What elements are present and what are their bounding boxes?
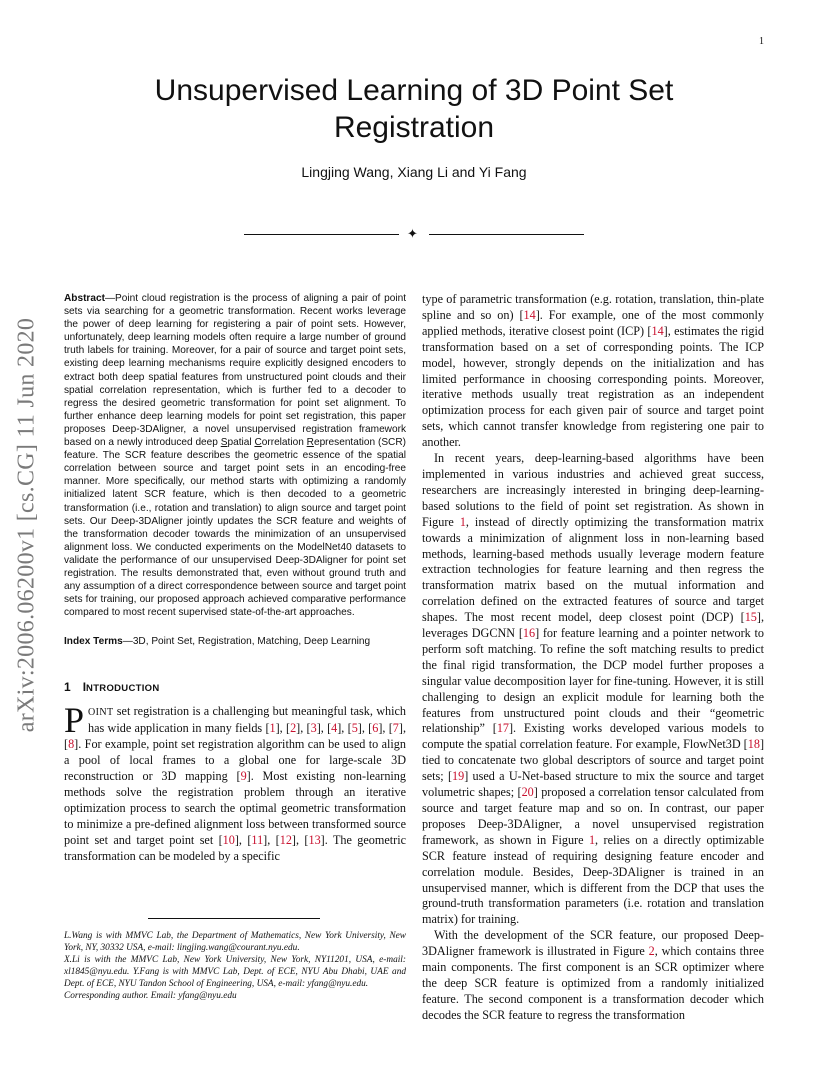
authors: Lingjing Wang, Xiang Li and Yi Fang [301, 164, 527, 180]
title-line-2: Registration [333, 111, 495, 144]
citation-link[interactable]: 3 [310, 721, 317, 736]
divider-star-icon: ✦ [407, 227, 418, 242]
index-terms: Index Terms—3D, Point Set, Registration, Matching, Deep Learning [64, 636, 371, 648]
citation-link[interactable]: 12 [279, 832, 292, 847]
left-column [64, 292, 406, 864]
citation-link[interactable]: 6 [372, 721, 379, 736]
footnotes [64, 930, 406, 1002]
drop-cap: P [64, 700, 85, 741]
title-line-1: Unsupervised Learning of 3D Point Set [154, 74, 674, 107]
citation-link[interactable]: 2 [290, 721, 297, 736]
title-divider [244, 228, 584, 242]
figure-link[interactable]: 2 [648, 944, 655, 959]
arxiv-identifier-text: arXiv:2006.06200v1 [cs.CG] 11 Jun 2020 [13, 317, 40, 733]
citation-link[interactable]: 7 [392, 721, 399, 736]
citation-link[interactable]: 10 [222, 832, 235, 847]
right-column [422, 292, 764, 1024]
page-number: 1 [759, 36, 764, 47]
index-terms-label: Index Terms [64, 636, 123, 648]
citation-link[interactable]: 18 [747, 737, 760, 752]
footnote-1: L.Wang is with MMVC Lab, the Department of Mathematics, New York University, New York, NY, 30332 USA, e-mail: lingjing.wang@courant.nyu.edu. [64, 931, 406, 953]
arxiv-identifier [8, 290, 46, 760]
citation-link[interactable]: 16 [522, 626, 536, 641]
citation-link[interactable]: 15 [744, 610, 757, 625]
divider-line-right [429, 234, 584, 235]
right-paragraph-1: type of parametric transformation (e.g. rotation, translation, thin-plate spline and so on) [14]. For example, one of the most commonly applied methods, iterative closest point (ICP) [14], estimates the rigid transformation based on a set of corresponding points. The ICP model, however, strongly depends on the initialization and has limited performance in choosing corresponding points. Moreover, iterative methods usually treat registration as an independent optimization process for each given pair of source and target point sets, which cannot transfer knowledge from registering one pair to another. [422, 292, 764, 450]
citation-link[interactable]: 8 [68, 737, 75, 752]
citation-link[interactable]: 20 [521, 785, 534, 800]
paper-title [0, 72, 828, 146]
figure-link[interactable]: 1 [459, 514, 466, 529]
citation-link[interactable]: 4 [331, 721, 338, 736]
right-paragraph-2: In recent years, deep-learning-based algorithms have been implemented in various industries and achieved great success, researchers are increasingly interested in bringing deep-learning-based solutions to the field of point set registration. As shown in Figure 1, instead of directly optimizing the transformation matrix towards a minimization of alignment loss in non-learning based methods, learning-based methods usually leverage modern feature extraction technologies for feature learning and then regress the transformation matrix based on the mutual information and correlation defined on the extracted features of source and target shapes. The most recent model, deep closest point (DCP) [15], leverages DGCNN [16] for feature learning and a pointer network to perform soft matching. To refine the soft matching results to predict the final rigid transformation, the DCP model further proposes a singular value decomposition layer for fine-tuning. However, it is still challenging to design an explicit module for learning both the features from unstructured point clouds and their “geometric relationship” [17]. Existing works developed various models to compute the spatial correlation feature. For example, FlowNet3D [18] tied to concatenate two global descriptors of source and target point sets; [19] used a U-Net-based structure to mix the source and target volumetric shapes; [20] proposed a correlation tensor calculated from source and target feature map and so on. In contrast, our paper proposes Deep-3DAligner, a novel unsupervised registration framework, as shown in Figure 1, relies on a directly optimizable SCR feature instead of requiring designing feature encoder and correlation module. Besides, Deep-3DAligner is trained in an unsupervised manner, which is different from the DCP that uses the ground-truth transformation parameters (i.e. rotation and translation matrix) for training. [422, 451, 764, 927]
citation-link[interactable]: 14 [651, 323, 664, 338]
citation-link[interactable]: 19 [452, 769, 465, 784]
citation-link[interactable]: 5 [351, 721, 358, 736]
citation-link[interactable]: 11 [251, 832, 264, 847]
right-paragraph-3: With the development of the SCR feature, our proposed Deep-3DAligner framework is illustrated in Figure 2, which contains three main components. The first component is an SCR optimizer where the deep SCR feature is optimized from a randomly initialized feature. The second component is a transformation decoder which decodes the SCR feature to regress the transformation [422, 928, 764, 1022]
intro-paragraph: POINT set registration is a challenging but meaningful task, which has wide application in many fields [1], [2], [3], [4], [5], [6], [7], [8]. For example, point set registration algorithm can be used to align a pool of local frames to a global one for large-scale 3D reconstruction or 3D mapping [9]. Most existing non-learning methods solve the registration problem through an iterative optimization process to search the optimal geometric transformation to minimize a pre-defined alignment loss between transformed source point set and target point set [10], [11], [12], [13]. The geometric transformation can be modeled by a specific [64, 700, 407, 863]
footnote-3: Corresponding author. Email: yfang@nyu.edu [64, 991, 237, 1001]
divider-line-left [244, 234, 399, 235]
citation-link[interactable]: 9 [240, 768, 247, 783]
citation-link[interactable]: 13 [308, 832, 321, 847]
footnote-rule [148, 918, 320, 919]
figure-link[interactable]: 1 [588, 832, 596, 847]
citation-link[interactable]: 17 [496, 721, 509, 736]
abstract: Abstract—Point cloud registration is the process of aligning a pair of point sets via searching for a geometric transformation. Recent works leverage the power of deep learning for registering a pair of point sets. However, unfortunately, deep learning models often require a large number of ground truth labels for training. Moreover, for a pair of source and target point sets, existing deep learning mechanisms require explicitly designed encoders to extract both deep spatial features from unstructured point clouds and their spatial correlation representation, which is further fed to a decoder to regress the desired geometric transformation for point set alignment. To further enhance deep learning models for point set registration, this paper proposes Deep-3DAligner, a novel unsupervised registration framework based on a newly introduced deep Spatial Correlation Representation (SCR) feature. The SCR feature describes the geometric essence of the spatial correlation between source and target point sets in an encoding-free manner. More specifically, our method starts with optimizing a randomly initialized latent SCR feature, which is then decoded to a geometric transformation (i.e., rotation and translation) to align source and target point sets. Our Deep-3DAligner jointly updates the SCR feature and weights of the transformation decoder towards the minimization of an unsupervised alignment loss. We conducted experiments on the ModelNet40 datasets to validate the performance of our unsupervised Deep-3DAligner for point set registration. The results demonstrated that, even without ground truth and any assumption of a direct correspondence between source and target point sets for training, our proposed approach achieved comparative performance compared to most recent supervised state-of-the-art approaches. [64, 293, 406, 619]
abstract-label: Abstract [64, 293, 105, 304]
section-heading-introduction: 1 INTRODUCTION [64, 680, 160, 695]
citation-link[interactable]: 14 [523, 307, 536, 322]
citation-link[interactable]: 1 [269, 721, 276, 736]
footnote-2: X.Li is with the MMVC Lab, New York University, New York, NY11201, USA, e-mail: xl1845@nyu.edu. Y.Fang is with MMVC Lab, Dept. of ECE, NYU Abu Dhabi, UAE and Dept. of ECE, NYU Tandon School of Engineering, USA, e-mail: yfang@nyu.edu. [64, 955, 406, 989]
